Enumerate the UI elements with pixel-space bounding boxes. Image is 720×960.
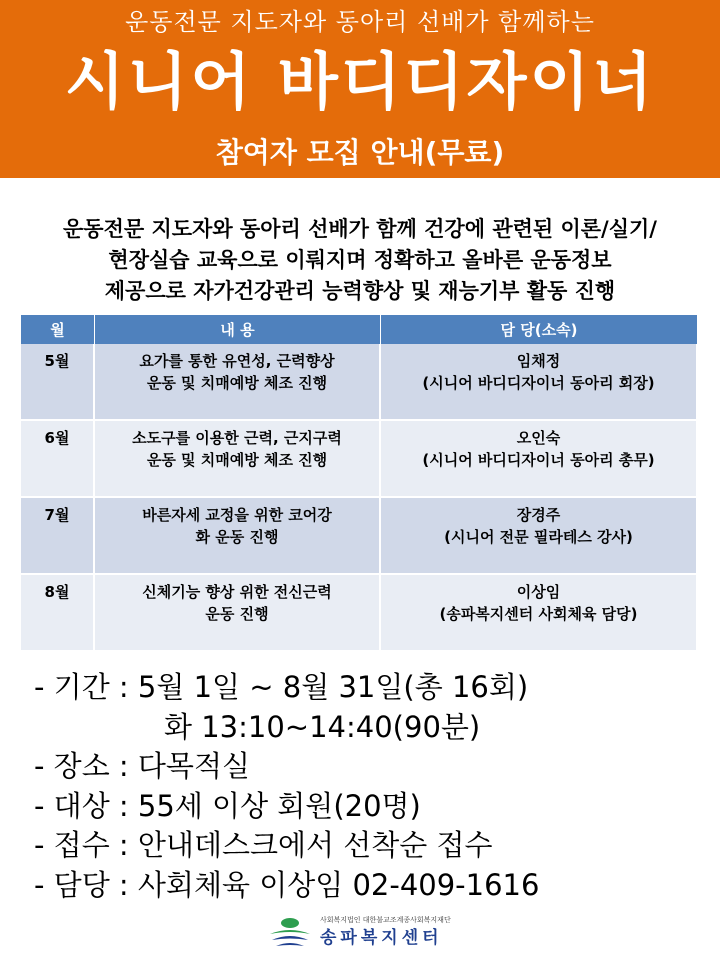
column-header-content: 내 용 xyxy=(95,315,381,344)
detail-place: - 장소 : 다목적실 xyxy=(34,749,250,783)
person-affiliation: (시니어 바디디자이너 동아리 회장) xyxy=(422,374,655,392)
table-row xyxy=(21,498,698,575)
content-cell xyxy=(95,344,381,421)
content-line: 요가를 통한 유연성, 근력향상 xyxy=(139,352,335,370)
content-cell xyxy=(95,498,381,575)
page-title: 시니어 바디디자이너 xyxy=(64,45,656,118)
org-name: 송파복지센터 xyxy=(320,928,443,948)
month-cell: 5월 xyxy=(21,344,95,421)
content-line: 운동 및 치매예방 체조 진행 xyxy=(146,374,328,392)
person-cell xyxy=(381,498,698,575)
org-parent-name: 사회복지법인 대한불교조계종사회복지재단 xyxy=(320,916,451,924)
person-name: 임채정 xyxy=(516,352,561,370)
content-line: 소도구를 이용한 근력, 근지구력 xyxy=(132,429,342,447)
person-name: 장경주 xyxy=(516,506,561,524)
detail-period-time: 화 13:10~14:40(90분) xyxy=(164,709,481,744)
person-affiliation: (송파복지센터 사회체육 담당) xyxy=(439,605,638,623)
table-header-row xyxy=(21,315,698,344)
person-cell xyxy=(381,575,698,652)
content-line: 운동 및 치매예방 체조 진행 xyxy=(146,451,328,469)
program-details xyxy=(34,668,704,905)
person-cell xyxy=(381,421,698,498)
header-banner xyxy=(0,0,720,178)
table-row xyxy=(21,421,698,498)
person-affiliation: (시니어 바디디자이너 동아리 총무) xyxy=(422,451,655,469)
header-subtitle: 운동전문 지도자와 동아리 선배가 함께하는 xyxy=(125,8,595,36)
column-header-month: 월 xyxy=(21,315,95,344)
content-cell xyxy=(95,421,381,498)
month-cell: 7월 xyxy=(21,498,95,575)
org-logo xyxy=(268,914,498,954)
detail-contact: - 담당 : 사회체육 이상임 02-409-1616 xyxy=(34,867,540,902)
org-emblem-icon xyxy=(268,916,312,948)
content-line: 운동 진행 xyxy=(205,605,269,623)
content-cell xyxy=(95,575,381,652)
content-line: 화 운동 진행 xyxy=(195,528,279,546)
content-line: 신체기능 향상 위한 전신근력 xyxy=(142,583,332,601)
intro-line: 제공으로 자가건강관리 능력향상 및 재능기부 활동 진행 xyxy=(104,279,616,303)
intro-text xyxy=(10,214,710,307)
intro-line: 운동전문 지도자와 동아리 선배가 함께 건강에 관련된 이론/실기/ xyxy=(63,217,657,241)
person-affiliation: (시니어 전문 필라테스 강사) xyxy=(444,528,633,546)
month-cell: 6월 xyxy=(21,421,95,498)
content-line: 바른자세 교정을 위한 코어강 xyxy=(142,506,332,524)
table-row xyxy=(21,344,698,421)
detail-target: - 대상 : 55세 이상 회원(20명) xyxy=(34,788,421,823)
schedule-table xyxy=(21,315,698,652)
intro-line: 현장실습 교육으로 이뤄지며 정확하고 올바른 운동정보 xyxy=(108,248,612,272)
column-header-person: 담 당(소속) xyxy=(381,315,698,344)
detail-apply: - 접수 : 안내데스크에서 선착순 접수 xyxy=(34,828,493,862)
detail-period: - 기간 : 5월 1일 ~ 8월 31일(총 16회) xyxy=(34,670,529,704)
person-cell xyxy=(381,344,698,421)
person-name: 이상임 xyxy=(516,583,561,601)
person-name: 오인숙 xyxy=(516,429,561,447)
table-row xyxy=(21,575,698,652)
month-cell: 8월 xyxy=(21,575,95,652)
recruit-heading: 참여자 모집 안내(무료) xyxy=(215,136,505,169)
